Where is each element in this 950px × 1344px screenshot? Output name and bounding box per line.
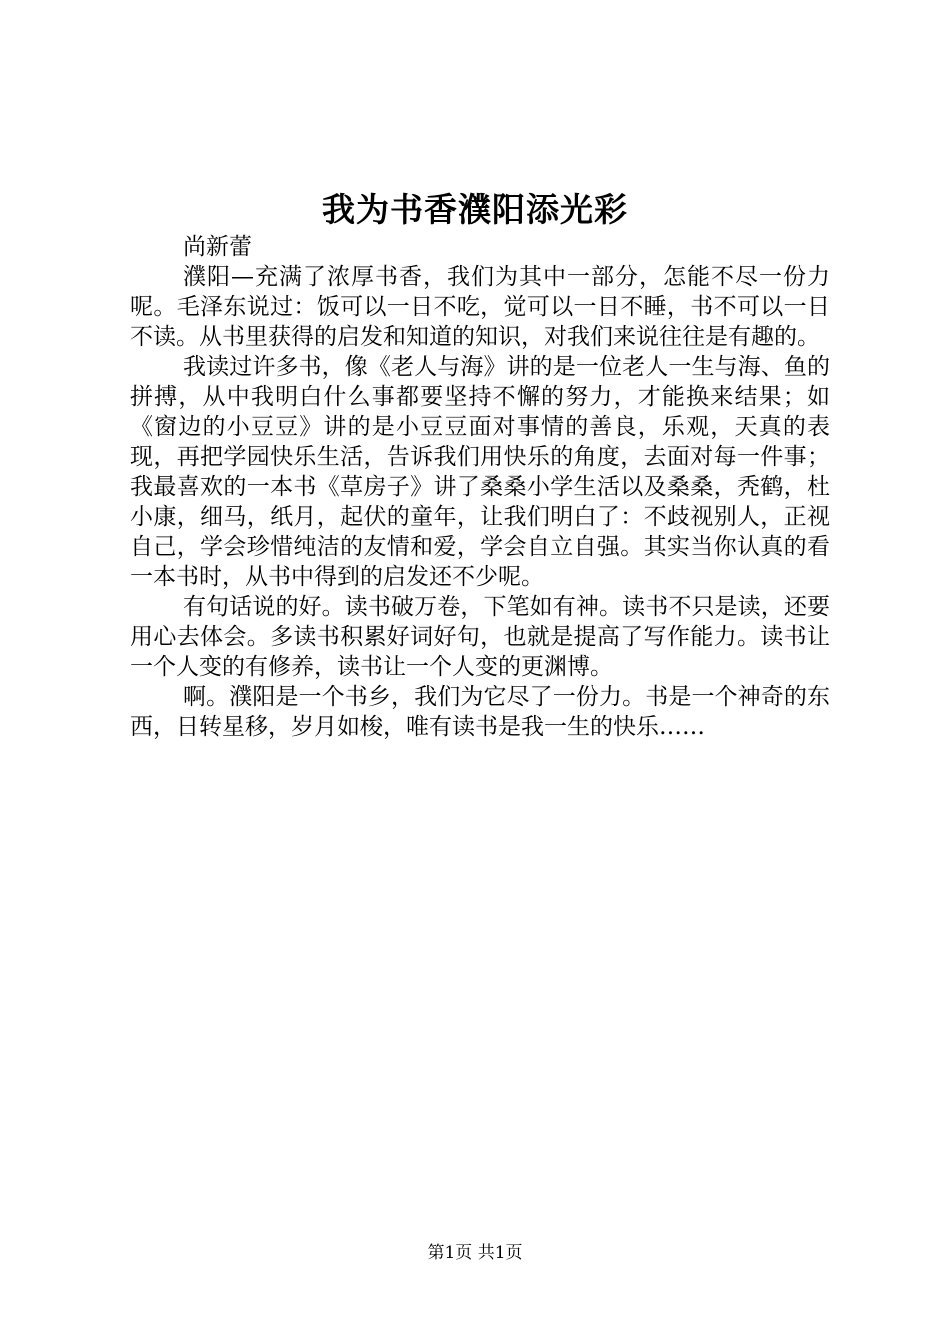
author-name: 尚新蕾 bbox=[183, 234, 252, 260]
document-title: 我为书香濮阳添光彩 bbox=[322, 190, 628, 229]
paragraph-1: 濮阳—充满了浓厚书香，我们为其中一部分，怎能不尽一份力呢。毛泽东说过：饭可以一日不吃，觉可以一日不睡，书不可以一日不读。从书里获得的启发和知道的知识，对我们来说往往是有趣的。 bbox=[130, 264, 830, 350]
document-body bbox=[130, 232, 830, 742]
paragraph-3: 有句话说的好。读书破万卷，下笔如有神。读书不只是读，还要用心去体会。多读书积累好词好句，也就是提高了写作能力。读书让一个人变的有修养，读书让一个人变的更渊博。 bbox=[130, 594, 830, 680]
paragraph-4: 啊。濮阳是一个书乡，我们为它尽了一份力。书是一个神奇的东西，日转星移，岁月如梭，唯有读书是我一生的快乐…… bbox=[130, 684, 830, 740]
page-footer: 第1页 共1页 bbox=[427, 1243, 523, 1263]
paragraph-2: 我读过许多书，像《老人与海》讲的是一位老人一生与海、鱼的拼搏，从中我明白什么事都要坚持不懈的努力，才能换来结果；如《窗边的小豆豆》讲的是小豆豆面对事情的善良，乐观，天真的表现，再把学园快乐生活，告诉我们用快乐的角度，去面对每一件事；我最喜欢的一本书《草房子》讲了桑桑小学生活以及桑桑，秃鹤，杜小康，细马，纸月，起伏的童年，让我们明白了：不歧视别人，正视自己，学会珍惜纯洁的友情和爱，学会自立自强。其实当你认真的看一本书时，从书中得到的启发还不少呢。 bbox=[130, 354, 830, 590]
